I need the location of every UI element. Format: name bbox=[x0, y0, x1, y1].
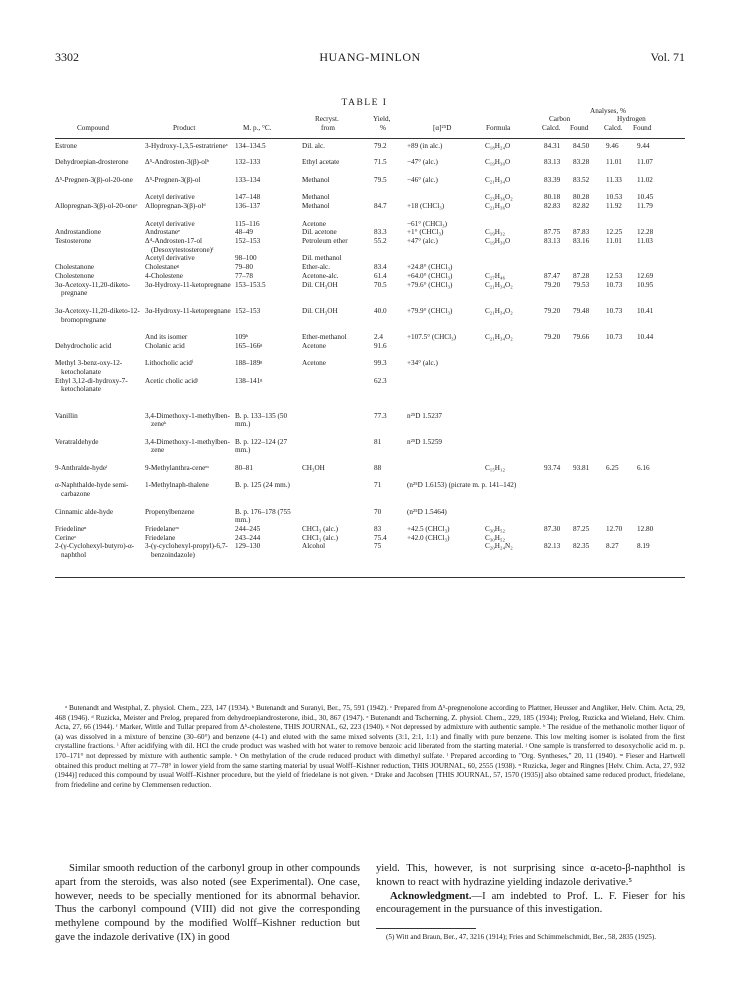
col-rotation: [α]²⁵D bbox=[433, 124, 452, 132]
cell-cf: 83.52 bbox=[573, 175, 590, 184]
cell-rotation: +107.5° (CHCl₃) bbox=[407, 332, 456, 341]
cell-yield: 83.3 bbox=[374, 228, 387, 237]
cell-hf: 12.28 bbox=[637, 228, 654, 237]
cell-hf: 10.44 bbox=[637, 332, 654, 341]
cell-mp: 136–137 bbox=[235, 202, 261, 211]
col-yield-1: Yield, bbox=[373, 115, 391, 123]
cell-mp: B. p. 125 (24 mm.) bbox=[235, 481, 290, 490]
cell-formula: C₂₁H₃₆O bbox=[485, 202, 511, 211]
cell-cc: 93.74 bbox=[544, 463, 561, 472]
cell-yield: 91.6 bbox=[374, 341, 387, 350]
cell-formula: C₁₉H₃₀O bbox=[485, 237, 511, 245]
cell-cc: 82.83 bbox=[544, 202, 561, 211]
cell-recryst: Ether-methanol bbox=[302, 332, 347, 341]
cell-product: 1-Methylnaph-thalene bbox=[145, 481, 209, 490]
cell-product: Propenylbenzene bbox=[145, 507, 195, 516]
cell-yield: 75.4 bbox=[374, 533, 387, 542]
reference-5: (5) Witt and Braun, Ber., 47, 3216 (1914); Fries and Schimmelschmidt, Ber., 58, 2835 (1925). bbox=[386, 932, 657, 941]
cell-cc: 87.47 bbox=[544, 271, 561, 280]
cell-yield: 40.0 bbox=[374, 306, 387, 315]
col-found-h: Found bbox=[633, 124, 652, 132]
table-row bbox=[55, 438, 685, 464]
cell-hc: 10.73 bbox=[606, 280, 623, 289]
cell-hc: 11.33 bbox=[606, 175, 622, 184]
cell-compound: Δ⁵-Pregnen-3(β)-ol-20-one bbox=[55, 175, 133, 184]
cell-yield: 83.4 bbox=[374, 263, 387, 272]
cell-cf: 93.81 bbox=[573, 463, 590, 472]
cell-product: Acetyl derivative bbox=[145, 254, 195, 263]
cell-recryst: Acetone bbox=[302, 219, 326, 228]
table-row bbox=[55, 176, 685, 193]
acknowledgment-label: Acknowledgment. bbox=[390, 890, 472, 902]
cell-hc: 11.92 bbox=[606, 202, 622, 211]
cell-recryst: CHCl₃ (alc.) bbox=[302, 533, 339, 542]
cell-mp: 115–116 bbox=[235, 219, 260, 228]
table-row bbox=[55, 228, 685, 237]
table-row bbox=[55, 525, 685, 534]
table-row bbox=[55, 508, 685, 525]
cell-product: 3α-Hydroxy-11-ketopregnane bbox=[145, 280, 231, 289]
cell-rotation: +42.0 (CHCl₃) bbox=[407, 533, 450, 542]
cell-product: Lithocholic acidⁱ bbox=[145, 359, 194, 368]
table-row bbox=[55, 142, 685, 158]
cell-hf: 11.03 bbox=[637, 237, 653, 245]
running-author: HUANG-MINLON bbox=[319, 50, 421, 64]
cell-cc: 87.75 bbox=[544, 228, 561, 237]
cell-cf: 79.66 bbox=[573, 332, 590, 341]
cell-rotation: +47° (alc.) bbox=[407, 237, 438, 245]
volume-label: Vol. 71 bbox=[650, 50, 685, 64]
cell-rotation: (n²⁵D 1.6153) (picrate m. p. 141–142) bbox=[407, 481, 517, 490]
cell-cf: 80.28 bbox=[573, 193, 590, 202]
table-row bbox=[55, 158, 685, 175]
cell-cc: 79.20 bbox=[544, 280, 561, 289]
cell-cc: 83.13 bbox=[544, 237, 561, 245]
cell-cc: 87.30 bbox=[544, 524, 561, 533]
table-row bbox=[55, 237, 685, 254]
col-compound: Compound bbox=[77, 124, 109, 132]
cell-rotation: +18 (CHCl₃) bbox=[407, 202, 445, 211]
cell-hf: 12.80 bbox=[637, 524, 654, 533]
cell-hf: 10.95 bbox=[637, 280, 654, 289]
cell-rotation: −47° (alc.) bbox=[407, 158, 438, 167]
cell-cc: 83.13 bbox=[544, 158, 561, 167]
cell-product: Δ⁵-Androsten-3(β)-olᵇ bbox=[145, 158, 210, 167]
cell-mp: 134–134.5 bbox=[235, 142, 266, 150]
cell-cc: 82.13 bbox=[544, 542, 561, 551]
cell-product: 3-(γ-cyclohexyl-propyl)-6,7-benzoindazole) bbox=[145, 542, 228, 560]
cell-cf: 82.35 bbox=[573, 542, 590, 551]
cell-mp: 132–133 bbox=[235, 158, 261, 167]
cell-hc: 12.70 bbox=[606, 524, 623, 533]
cell-hf: 8.19 bbox=[637, 542, 650, 551]
cell-hc: 9.46 bbox=[606, 142, 619, 150]
cell-hc: 8.27 bbox=[606, 542, 619, 551]
table-row bbox=[55, 307, 685, 333]
cell-product: Acetic cholic acidʲ bbox=[145, 376, 198, 385]
cell-recryst: Methanol bbox=[302, 202, 330, 211]
cell-rotation: (n²⁵D 1.5464) bbox=[407, 507, 447, 516]
table-row bbox=[55, 464, 685, 481]
cell-yield: 99.3 bbox=[374, 359, 387, 368]
cell-rotation: +79.6° (CHCl₃) bbox=[407, 280, 453, 289]
table-row bbox=[55, 333, 685, 342]
cell-formula: C₂₁H₃₄O₂ bbox=[485, 306, 513, 315]
cell-rotation: +79.9° (CHCl₃) bbox=[407, 306, 453, 315]
cell-hc: 11.01 bbox=[606, 237, 622, 245]
cell-rotation: +24.8° (CHCl₃) bbox=[407, 263, 453, 272]
cell-rotation: +1° (CHCl₃) bbox=[407, 228, 444, 237]
cell-recryst: Alcohol bbox=[302, 542, 326, 551]
cell-hc: 12.25 bbox=[606, 228, 623, 237]
cell-formula: C₂₁H₃₄O₂ bbox=[485, 280, 513, 289]
cell-product: Friedelaneᵐ bbox=[145, 524, 179, 533]
cell-compound: Cholestenone bbox=[55, 271, 95, 280]
cell-cc: 83.39 bbox=[544, 175, 561, 184]
col-calcd-h: Calcd. bbox=[604, 124, 623, 132]
cell-compound: 2-(γ-Cyclohexyl-butyro)-α-naphthol bbox=[55, 542, 135, 560]
cell-formula: C₂₀H₂₄N₂ bbox=[485, 542, 513, 551]
body-text-left: Similar smooth reduction of the carbonyl group in other compounds apart from the steroids, was also noted (see Experimental). One case, however, needs to be specially mentioned for its abnormal behavior. Thus the carbonyl compound (VIII) did not give the corresponding methylene compound by the modified Wolff–Kishner reduction but gave the indazole derivative (IX) in good bbox=[55, 863, 360, 943]
cell-compound: 3α-Acetoxy-11,20-diketo-12-bromopregnane bbox=[55, 306, 140, 324]
col-calcd-c: Calcd. bbox=[542, 124, 561, 132]
cell-mp: 243–244 bbox=[235, 533, 261, 542]
data-table bbox=[55, 106, 685, 578]
col-yield-2: % bbox=[380, 124, 386, 132]
cell-hc: 6.25 bbox=[606, 463, 619, 472]
cell-rotation: +64.0° (CHCl₃) bbox=[407, 271, 453, 280]
cell-mp: 48–49 bbox=[235, 228, 253, 237]
cell-compound: Androstandione bbox=[55, 228, 101, 237]
cell-recryst: Dil. CH₃OH bbox=[302, 306, 338, 315]
cell-formula: C₂₁H₃₄O₂ bbox=[485, 332, 513, 341]
cell-hf: 10.45 bbox=[637, 193, 654, 202]
cell-cc: 79.20 bbox=[544, 332, 561, 341]
cell-rotation: −46° (alc.) bbox=[407, 175, 438, 184]
cell-rotation: −61° (CHCl₃) bbox=[407, 219, 447, 228]
cell-product: And its isomer bbox=[145, 332, 188, 341]
cell-product: Δ⁴-Androsten-17-ol (Desoxytestosterone)ᶠ bbox=[145, 237, 214, 254]
cell-cc: 84.31 bbox=[544, 142, 561, 150]
cell-compound: Estrone bbox=[55, 142, 77, 150]
table-row bbox=[55, 377, 685, 412]
cell-hf: 11.79 bbox=[637, 202, 653, 211]
cell-yield: 62.3 bbox=[374, 376, 387, 385]
cell-product: Cholanic acid bbox=[145, 341, 185, 350]
col-recryst-1: Recryst. bbox=[315, 115, 339, 123]
cell-mp: 109ʰ bbox=[235, 332, 249, 341]
cell-mp: 152–153 bbox=[235, 306, 261, 315]
cell-cf: 87.28 bbox=[573, 271, 590, 280]
cell-recryst: Methanol bbox=[302, 175, 330, 184]
cell-mp: 80–81 bbox=[235, 463, 253, 472]
cell-yield: 61.4 bbox=[374, 271, 387, 280]
cell-compound: Dehydroepian-drosterone bbox=[55, 158, 129, 167]
cell-rotation: n²⁵D 1.5259 bbox=[407, 437, 443, 446]
cell-formula: C₂₃H₃₆O₂ bbox=[485, 193, 513, 202]
table-title: TABLE I bbox=[341, 98, 388, 108]
table-row bbox=[55, 342, 685, 359]
cell-recryst: Dil. acetone bbox=[302, 228, 337, 237]
cell-yield: 88 bbox=[374, 463, 382, 472]
cell-yield: 71 bbox=[374, 481, 382, 490]
cell-product: Acetyl derivative bbox=[145, 193, 195, 202]
cell-yield: 55.2 bbox=[374, 237, 387, 245]
page-number: 3302 bbox=[55, 50, 79, 64]
cell-mp: 77–78 bbox=[235, 271, 253, 280]
cell-hf: 10.41 bbox=[637, 306, 654, 315]
cell-recryst: Acetone bbox=[302, 341, 326, 350]
cell-product: 4-Cholestene bbox=[145, 271, 183, 280]
cell-product: Cholestaneᵍ bbox=[145, 263, 180, 272]
table-bottom-rule bbox=[55, 577, 685, 578]
cell-recryst: Acetone bbox=[302, 359, 326, 368]
cell-cf: 82.82 bbox=[573, 202, 590, 211]
cell-compound: 9-Anthralde-hydeˡ bbox=[55, 463, 108, 472]
cell-product: Allopregnan-3(β)-olᵈ bbox=[145, 202, 206, 211]
cell-recryst: Dil. CH₃OH bbox=[302, 280, 338, 289]
cell-hf: 9.44 bbox=[637, 142, 650, 150]
cell-product: 3-Hydroxy-1,3,5-estratrieneᵃ bbox=[145, 142, 228, 150]
cell-yield: 70.5 bbox=[374, 280, 387, 289]
table-row bbox=[55, 542, 685, 577]
cell-yield: 81 bbox=[374, 437, 382, 446]
table-row bbox=[55, 481, 685, 507]
cell-product: Acetyl derivative bbox=[145, 219, 195, 228]
cell-formula: C₂₇H₄₆ bbox=[485, 271, 506, 280]
cell-compound: Cerineᵒ bbox=[55, 533, 77, 542]
footnote-rule bbox=[376, 928, 476, 929]
cell-compound: Veratraldehyde bbox=[55, 437, 99, 446]
cell-cf: 87.83 bbox=[573, 228, 590, 237]
cell-product: Δ⁵-Pregnen-3(β)-ol bbox=[145, 175, 201, 184]
cell-hf: 12.69 bbox=[637, 271, 654, 280]
cell-hc: 10.73 bbox=[606, 332, 623, 341]
cell-hf: 6.16 bbox=[637, 463, 650, 472]
table-body bbox=[55, 139, 685, 577]
cell-rotation: +34° (alc.) bbox=[407, 359, 438, 368]
cell-recryst: Dil. methanol bbox=[302, 254, 342, 263]
cell-compound: 3α-Acetoxy-11,20-diketo-pregnane bbox=[55, 280, 131, 298]
cell-recryst: Ether-alc. bbox=[302, 263, 330, 272]
cell-recryst: Petroleum ether bbox=[302, 237, 348, 245]
cell-mp: B. p. 122–124 (27 mm.) bbox=[235, 437, 288, 455]
cell-compound: Vanillin bbox=[55, 411, 78, 420]
cell-yield: 83 bbox=[374, 524, 382, 533]
cell-recryst: Acetone-alc. bbox=[302, 271, 339, 280]
carbon-label: Carbon bbox=[549, 115, 571, 123]
table-row bbox=[55, 220, 685, 229]
table-header bbox=[55, 106, 685, 138]
cell-product: Androstaneᵉ bbox=[145, 228, 180, 237]
cell-cf: 84.50 bbox=[573, 142, 590, 150]
cell-hf: 11.02 bbox=[637, 175, 653, 184]
cell-cf: 83.16 bbox=[573, 237, 590, 245]
cell-hc: 10.73 bbox=[606, 306, 623, 315]
cell-rotation: +89 (in alc.) bbox=[407, 142, 443, 150]
table-row bbox=[55, 263, 685, 272]
table-row bbox=[55, 193, 685, 202]
acknowledgment bbox=[376, 890, 685, 918]
cell-hf: 11.07 bbox=[637, 158, 653, 167]
body-text-right bbox=[376, 862, 685, 942]
cell-mp: B. p. 176–178 (755 mm.) bbox=[235, 507, 291, 525]
cell-yield: 79.2 bbox=[374, 142, 387, 150]
table-footnotes: ᵃ Butenandt and Westphal, Z. physiol. Chem., 223, 147 (1934). ᵇ Butenandt and Suranyi, Ber., 75, 591 (1942). ᶜ Prepared from Δ⁵-pregnenolone according to Plattner, Heusser and Angliker, Helv. Chim. Acta, 29, 468 (1946). ᵈ Ruzicka, Meister and Prelog, prepared from dehydroepiandrosterone, ibid., 30, 867 (1947). ᵉ Butenandt and Tscherning, Z. physiol. Chem., 229, 185 (1934); Prelog, Ruzicka and Wieland, Helv. Chim. Acta, 27, 66 (1944). ᶠ Marker, Wittle and Tullar prepared from Δ⁵-cholestene, THIS JOURNAL, 62, 223 (1940). ᵍ Not depressed by admixture with authentic sample. ʰ The residue of the methanolic mother liquor of (a) was dissolved in a mixture of benzine (30–60°) and benzene (4-1) and eluted with the same mixed solvents (3:1, 2:1, 1:1) and finally with pure benzene. This low melting isomer is isolated from the first crystalline fractions. ⁱ After acidifying with dil. HCl the crude product was washed with hot water to remove benzoic acid liberated from the starting material. ʲ One sample is transferred to desoxycholic acid m. p. 170–171° not depressed by mixture with authentic sample. ᵏ On methylation of the crude reduced product with dimethyl sulfate. ˡ Prepared according to "Org. Syntheses," 20, 11 (1940). ᵐ Fieser and Hartwell obtained this product melting at 77–78° in lower yield from the same starting material by usual Wolff–Kishner reduction, THIS JOURNAL, 60, 2555 (1938). ⁿ Ruzicka, Jeger and Ringnes [Helv. Chim. Acta, 27, 932 (1944)] reduced this compound by usual Wolff–Kishner procedure, but the yield of friedelane is not given. ᵒ Drake and Jacobsen [THIS JOURNAL, 57, 1570 (1935)] also obtained same reduced product, friedelane, from friedeline and cerine by Clemmensen reduction. bbox=[55, 703, 685, 789]
cell-mp: 152–153 bbox=[235, 237, 261, 245]
cell-mp: 133–134 bbox=[235, 175, 261, 184]
cell-mp: 165–166ᵍ bbox=[235, 341, 263, 350]
cell-product: 3α-Hydroxy-11-ketopregnane bbox=[145, 306, 231, 315]
cell-rotation: n²⁵D 1.5237 bbox=[407, 411, 443, 420]
cell-mp: 98–100 bbox=[235, 254, 257, 263]
body-paragraph: yield. This, however, is not surprising since α-aceto-β-naphthol is known to react with hydrazine yielding indazole derivative.⁵ bbox=[376, 863, 685, 888]
cell-yield: 71.5 bbox=[374, 158, 387, 167]
cell-formula: C₁₅H₁₂ bbox=[485, 463, 506, 472]
table-row bbox=[55, 272, 685, 281]
hydrogen-label: Hydrogen bbox=[617, 115, 646, 123]
cell-product: 9-Methylanthra-ceneᵐ bbox=[145, 463, 209, 472]
cell-mp: 138–141ᵍ bbox=[235, 376, 263, 385]
cell-mp: 129–130 bbox=[235, 542, 261, 551]
col-recryst-2: from bbox=[321, 124, 335, 132]
cell-mp: B. p. 133–135 (50 mm.) bbox=[235, 411, 288, 429]
cell-cf: 79.48 bbox=[573, 306, 590, 315]
table-row bbox=[55, 281, 685, 307]
cell-product: 3,4-Dimethoxy-1-methylben-zeneᵏ bbox=[145, 411, 230, 429]
cell-formula: C₁₉H₃₀O bbox=[485, 158, 511, 167]
cell-recryst: CHCl₃ (alc.) bbox=[302, 524, 339, 533]
cell-mp: 153–153.5 bbox=[235, 280, 266, 289]
table-row bbox=[55, 534, 685, 543]
table-row bbox=[55, 412, 685, 438]
cell-cf: 79.53 bbox=[573, 280, 590, 289]
cell-mp: 79–80 bbox=[235, 263, 253, 272]
analyses-label: Analyses, % bbox=[590, 107, 626, 115]
cell-cc: 80.18 bbox=[544, 193, 561, 202]
cell-hc: 12.53 bbox=[606, 271, 623, 280]
cell-cf: 83.28 bbox=[573, 158, 590, 167]
cell-compound: Ethyl 3,12-di-hydroxy-7-ketocholanate bbox=[55, 376, 128, 394]
cell-mp: 244–245 bbox=[235, 524, 261, 533]
cell-compound: Methyl 3-benz-oxy-12-ketocholanate bbox=[55, 359, 123, 376]
cell-yield: 70 bbox=[374, 507, 382, 516]
cell-formula: C₂₁H₃₄O bbox=[485, 175, 511, 184]
col-found-c: Found bbox=[570, 124, 589, 132]
cell-compound: Friedelineⁿ bbox=[55, 524, 87, 533]
cell-formula: C₁₉H₃₂ bbox=[485, 228, 506, 237]
cell-recryst: Ethyl acetate bbox=[302, 158, 340, 167]
col-mp: M. p., °C. bbox=[243, 124, 272, 132]
cell-product: Friedelane bbox=[145, 533, 176, 542]
cell-compound: Cholestanone bbox=[55, 263, 95, 272]
cell-yield: 77.3 bbox=[374, 411, 387, 420]
acknowledgment-text: —I am indebted to Prof. L. F. Fieser for his encouragement in the pursuance of this investigation. bbox=[376, 890, 685, 916]
cell-compound: Testosterone bbox=[55, 237, 92, 245]
cell-mp: 188–189ᵍ bbox=[235, 359, 263, 368]
cell-formula: C₃₀H₅₂ bbox=[485, 533, 506, 542]
running-header bbox=[55, 50, 685, 66]
cell-rotation: +42.5 (CHCl₃) bbox=[407, 524, 450, 533]
cell-formula: C₁₈H₂₄O bbox=[485, 142, 511, 150]
col-formula: Formula bbox=[486, 124, 511, 132]
table-row bbox=[55, 359, 685, 376]
cell-hc: 11.01 bbox=[606, 158, 622, 167]
cell-recryst: Methanol bbox=[302, 193, 330, 202]
cell-compound: Dehydrocholic acid bbox=[55, 341, 112, 350]
cell-recryst: CH₃OH bbox=[302, 463, 325, 472]
col-product: Product bbox=[173, 124, 196, 132]
cell-compound: Cinnamic alde-hyde bbox=[55, 507, 114, 516]
cell-yield: 75 bbox=[374, 542, 382, 551]
cell-hc: 10.53 bbox=[606, 193, 623, 202]
cell-cc: 79.20 bbox=[544, 306, 561, 315]
cell-formula: C₃₀H₅₂ bbox=[485, 524, 506, 533]
cell-product: 3,4-Dimethoxy-1-methylben-zene bbox=[145, 437, 230, 455]
cell-compound: Allopregnan-3(β)-ol-20-oneᶜ bbox=[55, 202, 138, 211]
cell-compound: α-Naphthalde-hyde semi-carbazone bbox=[55, 481, 129, 499]
cell-yield: 2.4 bbox=[374, 332, 383, 341]
cell-mp: 147–148 bbox=[235, 193, 261, 202]
cell-cf: 87.25 bbox=[573, 524, 590, 533]
table-row bbox=[55, 254, 685, 263]
cell-yield: 79.5 bbox=[374, 175, 387, 184]
table-row bbox=[55, 202, 685, 219]
cell-yield: 84.7 bbox=[374, 202, 387, 211]
cell-recryst: Dil. alc. bbox=[302, 142, 325, 150]
